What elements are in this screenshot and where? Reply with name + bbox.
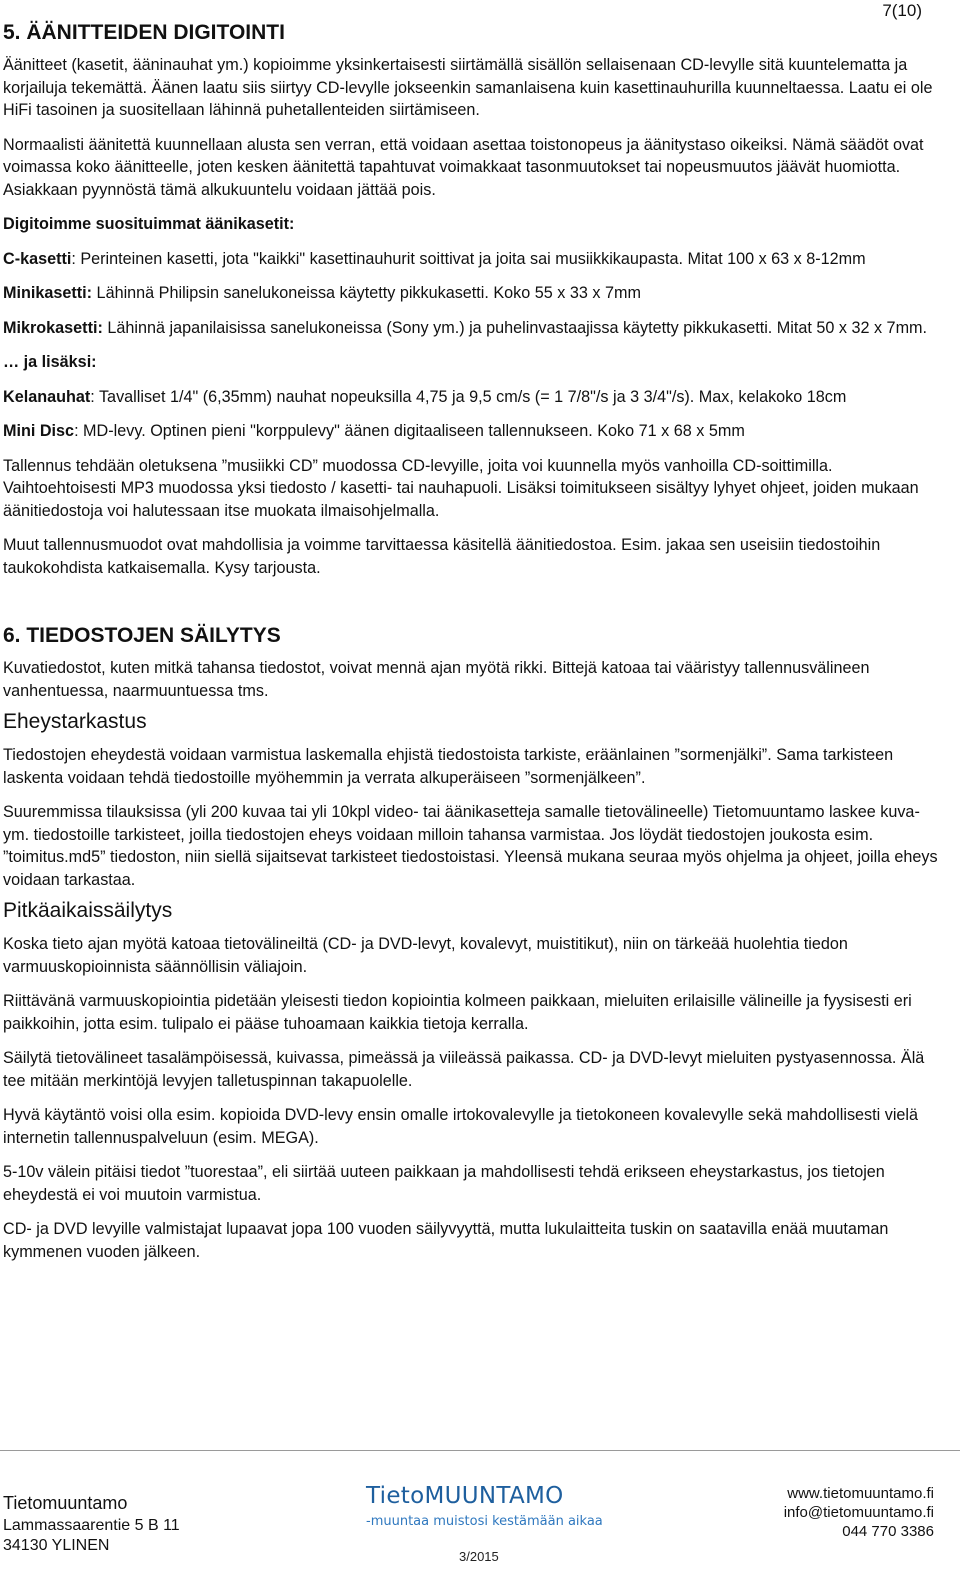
long-term-paragraph-4: Hyvä käytäntö voisi olla esim. kopioida DVD-levy ensin omalle irtokovalevylle ja tietokoneen kovalevylle sekä mahdollisesti vielä internetin tallennuspalveluun (esim. MEGA). — [3, 1106, 919, 1147]
s5-paragraph-4: Muut tallennusmuodot ovat mahdollisia ja voimme tarvittaessa käsitellä äänitiedostoa. Esim. jakaa sen useisiin tiedostoihin taukokohdista katkaisemalla. Kysy tarjousta. — [3, 536, 881, 577]
integrity-heading: Eheystarkastus — [3, 710, 147, 733]
long-term-storage-heading: Pitkäaikaissäilytys — [3, 899, 173, 922]
long-term-paragraph-2: Riittävänä varmuuskopiointia pidetään yleisesti tiedon kopiointia kolmeen paikkaan, mieluiten erilaisille välineille ja fyysisesti eri paikkoihin, jotta esim. tulipalo ei pääse tuhoamaan kaikkia tietoja kerralla. — [3, 992, 912, 1033]
section-5-heading: 5. ÄÄNITTEIDEN DIGITOINTI — [3, 21, 285, 44]
integrity-paragraph-2: Suuremmissa tilauksissa (yli 200 kuvaa tai yli 10kpl video- tai äänikasetteja samalle tietovälineelle) Tietomuuntamo laskee kuva- ym. tiedostoille tarkisteet, joilla tiedostojen eheys voidaan milloin tahansa varmistaa. Jos löydät tiedostojen joukosta esim. ”toimitus.md5” tiedoston, niin siellä sijaitsevat tarkisteet tiedostoistasi. Yleensä mukana seuraa myös ohjelma ja ohjeet, joilla eheys voidaan tarkastaa. — [3, 803, 938, 889]
logo-wordmark: TietoMUUNTAMO — [366, 1483, 564, 1509]
s5-paragraph-2: Normaalisti äänitettä kuunnellaan alusta sen verran, että voidaan asettaa toistonopeus ja äänitystaso oikeiksi. Nämä säädöt ovat voimassa koko äänitteelle, joten kesken äänitettä tapahtuvat voimakkaat tasonmuutokset tai nopeusmuutos jäävät huomiotta. Asiakkaan pyynnöstä tämä alkukuuntelu voidaan jättää pois. — [3, 135, 924, 199]
section-6-heading: 6. TIEDOSTOJEN SÄILYTYS — [3, 624, 281, 647]
footer-company-name: Tietomuuntamo — [3, 1493, 128, 1513]
long-term-paragraph-3: Säilytä tietovälineet tasalämpöisessä, kuivassa, pimeässä ja viileässä paikassa. CD- ja DVD-levyt mieluiten pystyasennossa. Älä tee mitään merkintöjä levyjen talletuspinnan takapuolelle. — [3, 1049, 925, 1090]
microcassette-item — [3, 317, 948, 340]
minicassette-item — [3, 282, 948, 305]
minidisc-label: Mini Disc — [3, 422, 75, 440]
footer-date: 3/2015 — [459, 1549, 499, 1564]
section-gap — [3, 591, 948, 621]
minicassette-text: Lähinnä Philipsin sanelukoneissa käytetty pikkukasetti. Koko 55 x 33 x 7mm — [92, 284, 641, 302]
footer-address — [3, 1490, 180, 1556]
integrity-paragraph-1: Tiedostojen eheydestä voidaan varmistua laskemalla ehjistä tiedostoista tarkiste, eräänlainen ”sormenjälki”. Sama tarkisteen laskenta voidaan tehdä tiedostoille myöhemmin ja verrata alkuperäiseen ”sormenjälkeen”. — [3, 746, 894, 787]
long-term-paragraph-6: CD- ja DVD levyille valmistajat lupaavat jopa 100 vuoden säilyvyyttä, mutta lukulaitteita tuskin on saatavilla enää muutaman kymmenen vuoden jälkeen. — [3, 1220, 889, 1261]
footer-phone: 044 770 3386 — [842, 1523, 934, 1540]
also-heading: … ja lisäksi: — [3, 353, 97, 371]
c-cassette-label: C-kasetti — [3, 249, 72, 268]
popular-cassettes-heading: Digitoimme suosituimmat äänikasetit: — [3, 215, 295, 233]
company-logo — [366, 1481, 603, 1531]
footer-postal: 34130 YLINEN — [3, 1537, 110, 1554]
long-term-paragraph-1: Koska tieto ajan myötä katoaa tietovälineiltä (CD- ja DVD-levyt, kovalevyt, muistitikut), niin on tärkeää huolehtia tiedon varmuuskopioinnista säännöllisin väliajoin. — [3, 935, 848, 976]
footer-website-link[interactable]: www.tietomuuntamo.fi — [787, 1485, 934, 1502]
minidisc-text: : MD-levy. Optinen pieni "korppulevy" äänen digitaaliseen tallennukseen. Koko 71 x 68 x 5mm — [74, 422, 745, 440]
document-body — [3, 18, 948, 1275]
c-cassette-text: : Perinteinen kasetti, jota "kaikki" kasettinauhurit soittivat ja joita sai musiikkikaupasta. Mitat 100 x 63 x 8-12mm — [71, 249, 866, 268]
reel-tape-label: Kelanauhat — [3, 387, 91, 406]
microcassette-text: Lähinnä japanilaisissa sanelukoneissa (Sony ym.) ja puhelinvastaajissa käytetty pikkukasetti. Mitat 50 x 32 x 7mm. — [102, 318, 928, 337]
footer-divider — [0, 1450, 960, 1451]
footer-email-link[interactable]: info@tietomuuntamo.fi — [783, 1504, 934, 1521]
page-number: 7(10) — [882, 1, 922, 20]
footer-street: Lammassaarentie 5 B 11 — [3, 1517, 180, 1534]
reel-tape-item — [3, 386, 948, 409]
minicassette-label: Minikasetti: — [3, 284, 93, 302]
s6-paragraph-1: Kuvatiedostot, kuten mitkä tahansa tiedostot, voivat mennä ajan myötä rikki. Bittejä katoaa tai vääristyy tallennusvälineen vanhentuessa, naarmuuntuessa tms. — [3, 659, 870, 700]
microcassette-label: Mikrokasetti: — [3, 318, 103, 337]
logo-tagline: -muuntaa muistosi kestämään aikaa — [366, 1514, 603, 1529]
s5-paragraph-3: Tallennus tehdään oletuksena ”musiikki CD” muodossa CD-levyille, joita voi kuunnella myös vanhoilla CD-soittimilla. Vaihtoehtoisesti MP3 muodossa yksi tiedosto / kasetti- tai nauhapuoli. Lisäksi toimitukseen sisältyy lyhyet ohjeet, joiden mukaan äänitiedostoja voi halutessaan itse muokata ilmaisohjelmalla. — [3, 456, 919, 520]
s5-paragraph-1: Äänitteet (kasetit, ääninauhat ym.) kopioimme yksinkertaisesti siirtämällä sisällön sellaisenaan CD-levylle sitä kuuntelematta ja korjailuja tekemättä. Äänen laatu siis siirtyy CD-levylle jokseenkin samanlaisena kuin kasettinauhurilla kuunneltaessa. Laatu ei ole HiFi tasoinen ja suositellaan lähinnä puhetallenteiden siirtämiseen. — [3, 56, 933, 119]
long-term-paragraph-5: 5-10v välein pitäisi tiedot ”tuorestaa”, eli siirtää uuteen paikkaan ja mahdollisesti tehdä erikseen eheystarkastus, jos tietojen eheydestä ei voi muutoin varmistua. — [3, 1163, 885, 1204]
minidisc-item — [3, 420, 948, 443]
c-cassette-item — [3, 248, 948, 271]
reel-tape-text: : Tavalliset 1/4" (6,35mm) nauhat nopeuksilla 4,75 ja 9,5 cm/s (= 1 7/8"/s ja 3 3/4"/s). Max, kelakoko 18cm — [90, 387, 847, 406]
footer-contact — [784, 1484, 934, 1541]
